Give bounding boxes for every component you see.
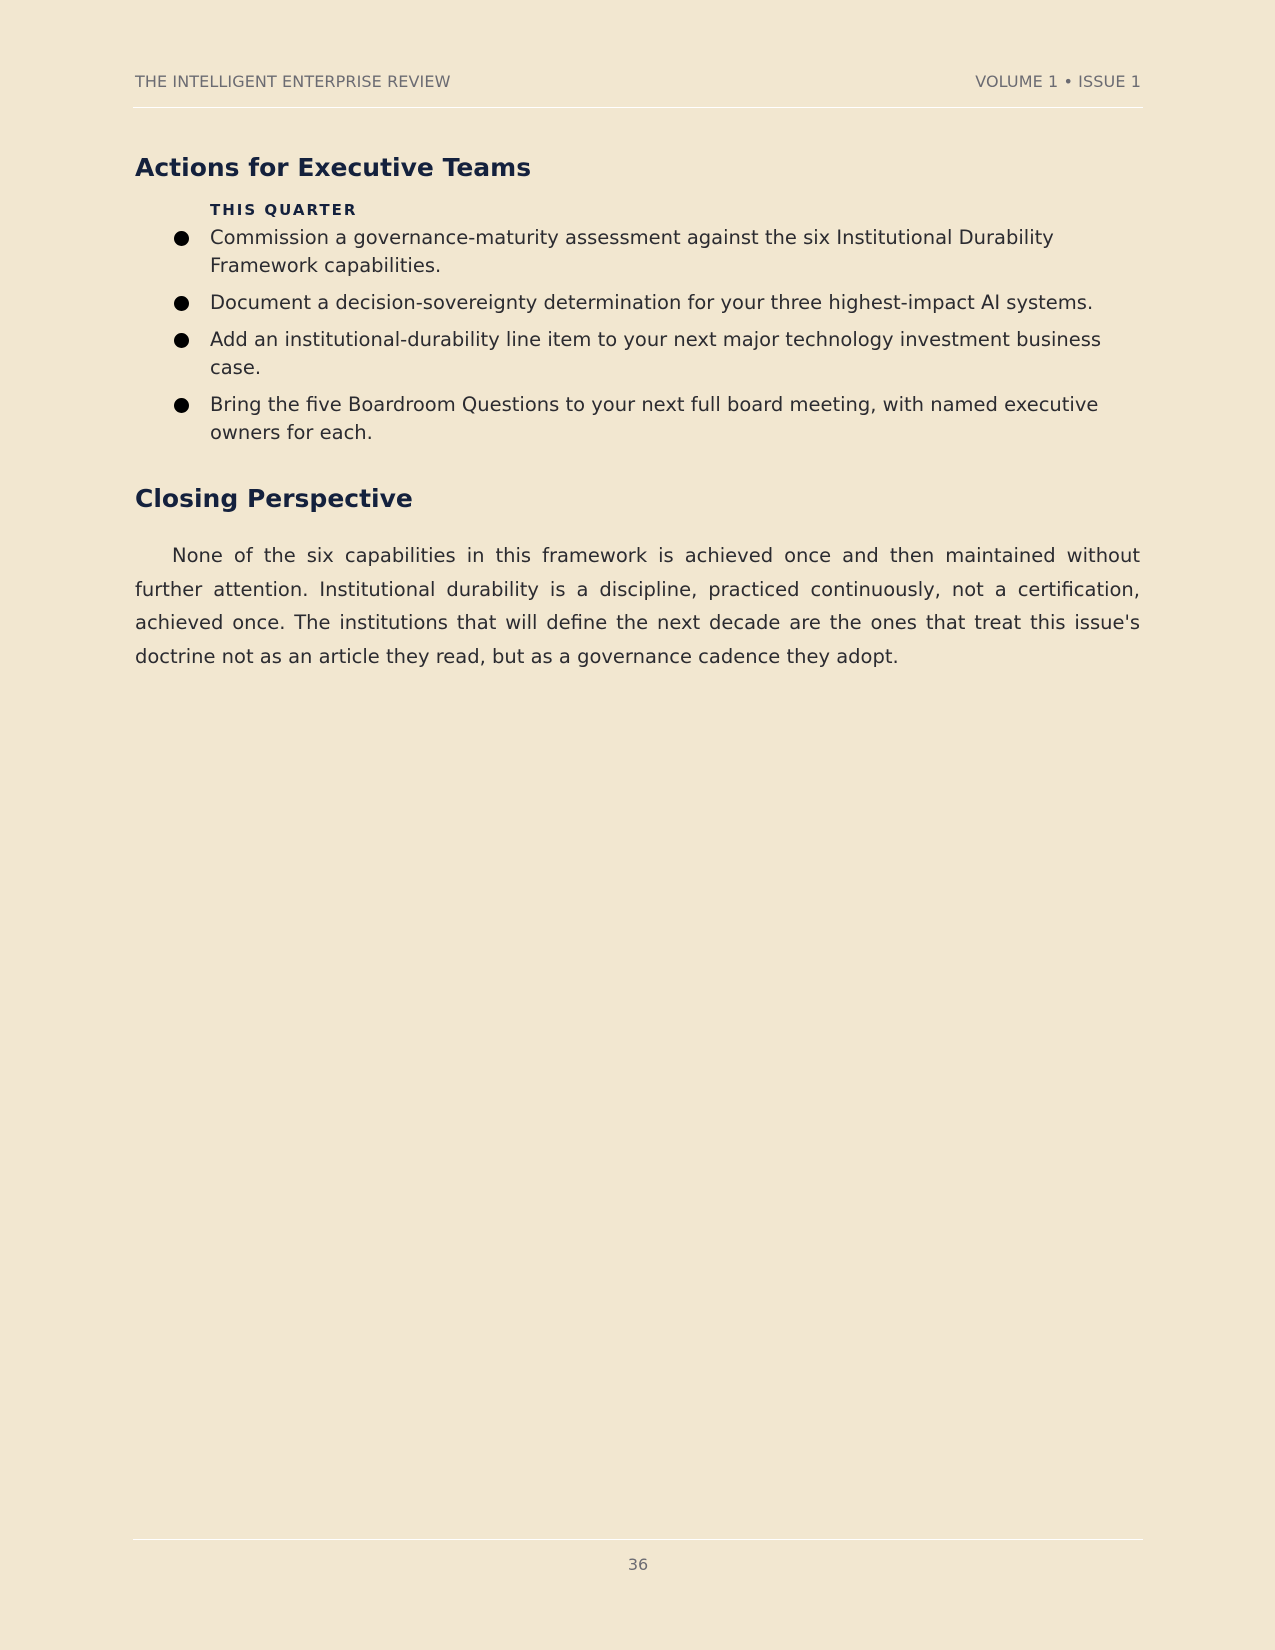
article-content bbox=[135, 150, 1140, 673]
list-item bbox=[135, 326, 1140, 382]
running-header bbox=[135, 72, 1141, 91]
this-quarter-subhead: THIS QUARTER bbox=[210, 201, 358, 219]
list-item-text: Document a decision-sovereignty determination for your three highest-impact AI systems. bbox=[210, 291, 1094, 314]
list-item bbox=[135, 391, 1140, 447]
publication-title: THE INTELLIGENT ENTERPRISE REVIEW bbox=[135, 72, 451, 91]
list-item bbox=[135, 289, 1140, 317]
actions-heading: Actions for Executive Teams bbox=[135, 153, 532, 182]
bullet-icon bbox=[174, 296, 189, 311]
list-item-text: Commission a governance-maturity assessment against the six Institutional Durability Framework capabilities. bbox=[210, 226, 1054, 277]
footer-divider bbox=[133, 1539, 1143, 1540]
page-number: 36 bbox=[627, 1555, 649, 1574]
bullet-icon bbox=[174, 398, 189, 413]
actions-list bbox=[135, 224, 1140, 447]
list-item-text: Add an institutional-durability line item to your next major technology investment business case. bbox=[210, 328, 1102, 379]
list-item-text: Bring the five Boardroom Questions to your next full board meeting, with named executive owners for each. bbox=[210, 393, 1099, 444]
issue-label: VOLUME 1 • ISSUE 1 bbox=[975, 72, 1141, 91]
closing-paragraph: None of the six capabilities in this framework is achieved once and then maintained without further attention. Institutional durability is a discipline, practiced continuously, not a certification, achieved once. The institutions that will define the next decade are the ones that treat this issue's doctrine not as an article they read, but as a governance cadence they adopt. bbox=[135, 544, 1140, 668]
list-item bbox=[135, 224, 1140, 280]
page bbox=[133, 0, 1143, 1650]
bullet-icon bbox=[174, 333, 189, 348]
bullet-icon bbox=[174, 231, 189, 246]
header-divider bbox=[133, 107, 1143, 108]
closing-heading: Closing Perspective bbox=[135, 484, 413, 513]
